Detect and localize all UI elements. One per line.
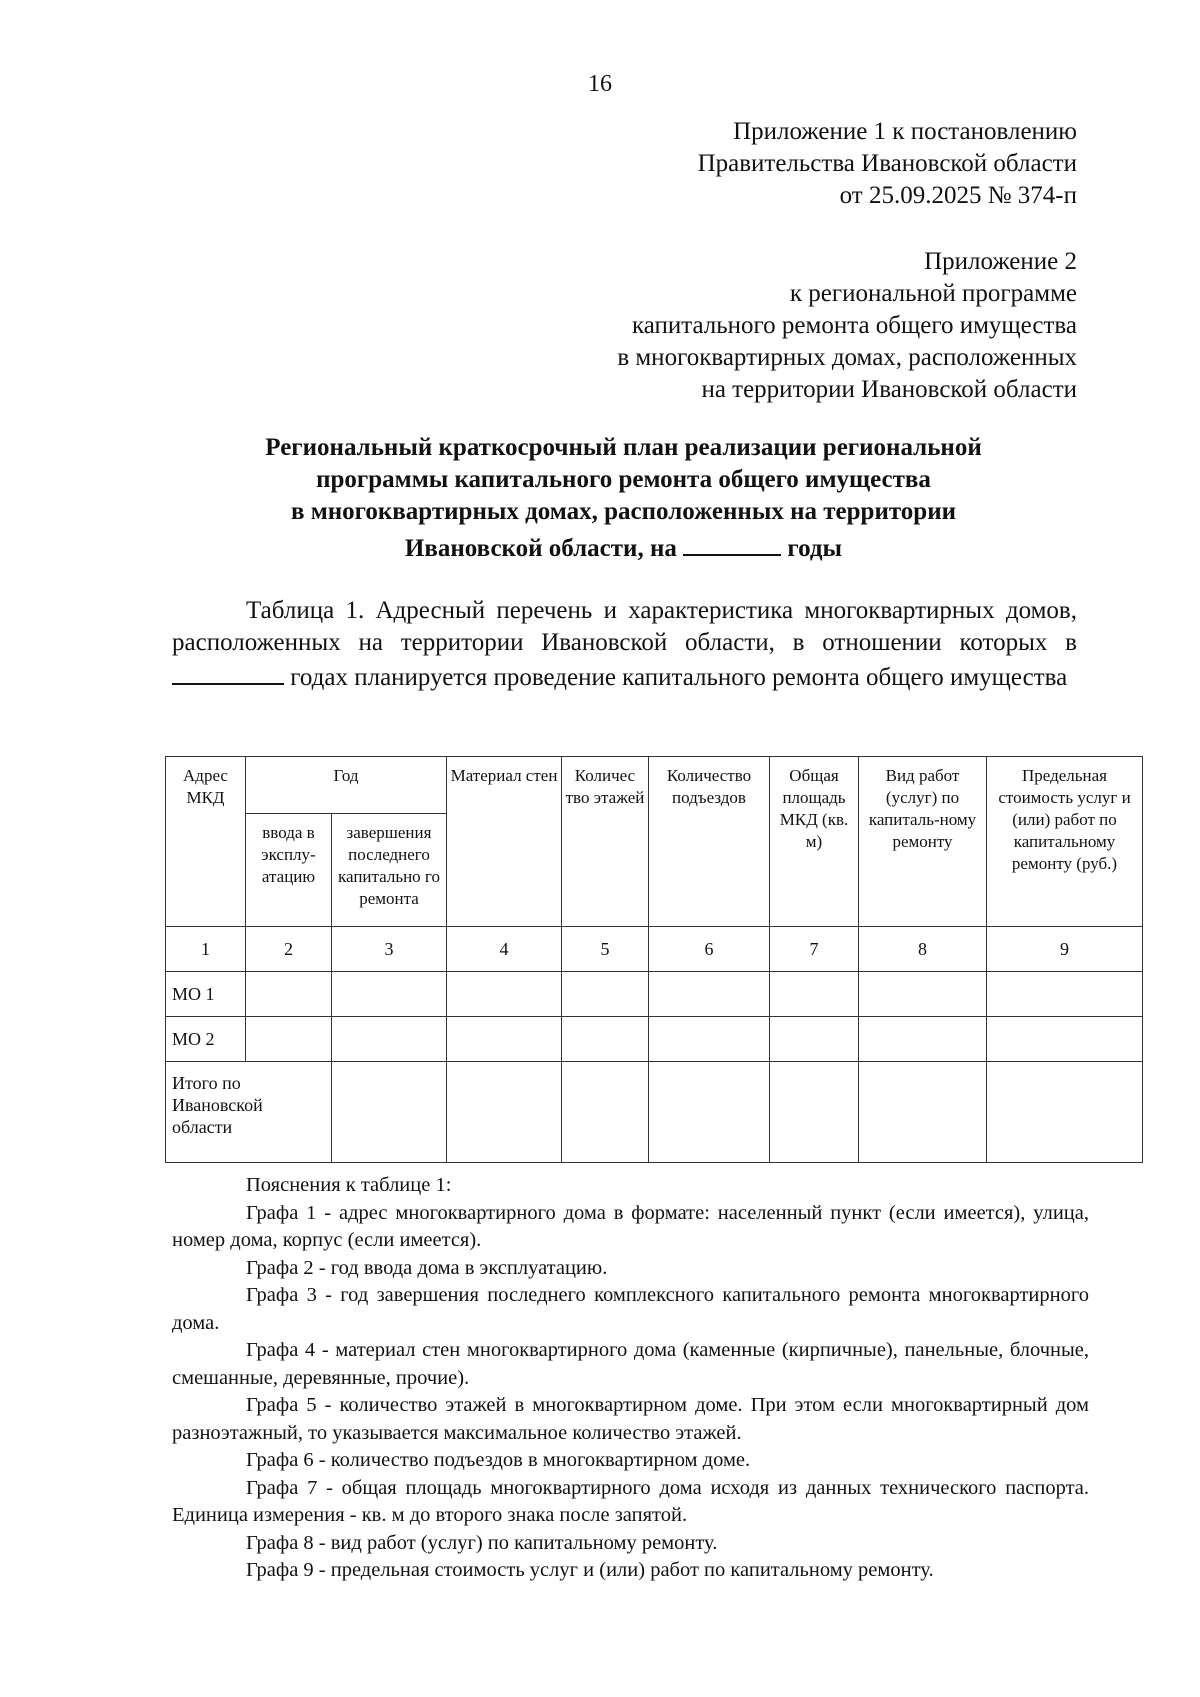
column-number: 4	[447, 927, 562, 972]
notes-intro: Пояснения к таблице 1:	[246, 1174, 452, 1196]
table-row	[166, 972, 1143, 1017]
table-cell	[770, 1017, 859, 1062]
header-year: Год	[246, 757, 447, 814]
column-number: 7	[770, 927, 859, 972]
page-number: 16	[588, 71, 612, 97]
column-number: 2	[246, 927, 332, 972]
table-cell	[987, 972, 1143, 1017]
note-item: Графа 8 - вид работ (услуг) по капитальному ремонту.	[246, 1531, 718, 1554]
table-cell	[859, 1062, 987, 1163]
note-item: Графа 3 - год завершения последнего комплексного капитального ремонта многоквартирного дома.	[172, 1284, 1089, 1334]
header-wall-material: Материал стен	[447, 757, 562, 927]
table-notes	[172, 1172, 1089, 1585]
table-row	[166, 1017, 1143, 1062]
row-label: МО 1	[166, 972, 246, 1017]
title-line: Региональный краткосрочный план реализации региональной	[265, 434, 982, 461]
table-cell	[332, 1062, 447, 1163]
table-cell	[770, 1062, 859, 1163]
title-line: программы капитального ремонта общего имущества	[316, 466, 931, 493]
total-row	[166, 1062, 1143, 1163]
header-year-last-repair: завершения последнего капитально го ремонта	[332, 814, 447, 927]
appendix-2-line: на территории Ивановской области	[701, 376, 1077, 403]
appendix-2-header	[617, 246, 1077, 406]
header-work-type: Вид работ (услуг) по капиталь-ному ремонту	[859, 757, 987, 927]
column-number: 6	[649, 927, 770, 972]
table-cell	[562, 972, 649, 1017]
years-blank-line	[683, 528, 781, 556]
table-cell	[332, 972, 447, 1017]
caption-years-blank-line	[172, 659, 284, 685]
note-item: Графа 2 - год ввода дома в эксплуатацию.	[246, 1256, 608, 1279]
note-item: Графа 7 - общая площадь многоквартирного дома исходя из данных технического паспорта. Единица измерения - кв. м до второго знака после запятой.	[172, 1476, 1089, 1526]
row-label: МО 2	[166, 1017, 246, 1062]
document-title	[170, 432, 1077, 565]
header-address: Адрес МКД	[166, 757, 246, 927]
table-cell	[649, 1017, 770, 1062]
note-item: Графа 9 - предельная стоимость услуг и (или) работ по капитальному ремонту.	[246, 1559, 934, 1581]
header-total-area: Общая площадь МКД (кв. м)	[770, 757, 859, 927]
note-item: Графа 4 - материал стен многоквартирного дома (каменные (кирпичные), панельные, блочные, смешанные, деревянные, прочие).	[172, 1339, 1089, 1389]
table-cell	[332, 1017, 447, 1062]
total-row-label: Итого по Ивановской области	[166, 1062, 332, 1163]
note-item: Графа 1 - адрес многоквартирного дома в формате: населенный пункт (если имеется), улица, номер дома, корпус (если имеется).	[172, 1201, 1089, 1251]
header-max-cost: Предельная стоимость услуг и (или) работ по капитальному ремонту (руб.)	[987, 757, 1143, 927]
column-number: 1	[166, 927, 246, 972]
note-item: Графа 5 - количество этажей в многоквартирном доме. При этом если многоквартирный дом разноэтажный, то указывается максимальное количество этажей.	[172, 1394, 1089, 1444]
caption-text-before-blank: Таблица 1. Адресный перечень и характеристика многоквартирных домов, расположенных на территории Ивановской области, в отношении которых в	[172, 597, 1077, 656]
table-cell	[562, 1017, 649, 1062]
column-number-row	[166, 927, 1143, 972]
table-caption	[172, 595, 1077, 694]
title-text-after-blank: годы	[787, 535, 843, 562]
appendix-1-line: от 25.09.2025 № 374-п	[839, 182, 1077, 209]
column-number: 5	[562, 927, 649, 972]
appendix-2-line: капитального ремонта общего имущества	[631, 312, 1077, 339]
appendix-2-line: к региональной программе	[789, 280, 1077, 307]
table-cell	[987, 1062, 1143, 1163]
appendix-1-line: Правительства Ивановской области	[697, 150, 1077, 177]
header-floors: Количес тво этажей	[562, 757, 649, 927]
note-item: Графа 6 - количество подъездов в многоквартирном доме.	[246, 1449, 751, 1471]
table-cell	[246, 972, 332, 1017]
table-cell	[987, 1017, 1143, 1062]
table-cell	[649, 1062, 770, 1163]
table-cell	[447, 1062, 562, 1163]
table-cell	[770, 972, 859, 1017]
column-number: 8	[859, 927, 987, 972]
table-cell	[859, 1017, 987, 1062]
table-cell	[246, 1017, 332, 1062]
table-cell	[447, 972, 562, 1017]
houses-table	[165, 756, 1143, 1163]
appendix-2-line: в многоквартирных домах, расположенных	[617, 344, 1077, 371]
title-line: в многоквартирных домах, расположенных на территории	[290, 498, 957, 525]
appendix-1-line: Приложение 1 к постановлению	[733, 118, 1077, 145]
caption-text-after-blank: годах планируется проведение капитального ремонта общего имущества	[290, 664, 1068, 691]
table-header-row	[166, 757, 1143, 814]
column-number: 3	[332, 927, 447, 972]
table-cell	[859, 972, 987, 1017]
title-text-before-blank: Ивановской области, на	[404, 535, 677, 562]
table-cell	[649, 972, 770, 1017]
header-year-commission: ввода в эксплу-атацию	[246, 814, 332, 927]
header-entrances: Количество подъездов	[649, 757, 770, 927]
title-line-last	[170, 528, 1077, 565]
table-cell	[562, 1062, 649, 1163]
appendix-1-header	[698, 116, 1077, 212]
appendix-2-line: Приложение 2	[924, 248, 1077, 275]
column-number: 9	[987, 927, 1143, 972]
table-cell	[447, 1017, 562, 1062]
